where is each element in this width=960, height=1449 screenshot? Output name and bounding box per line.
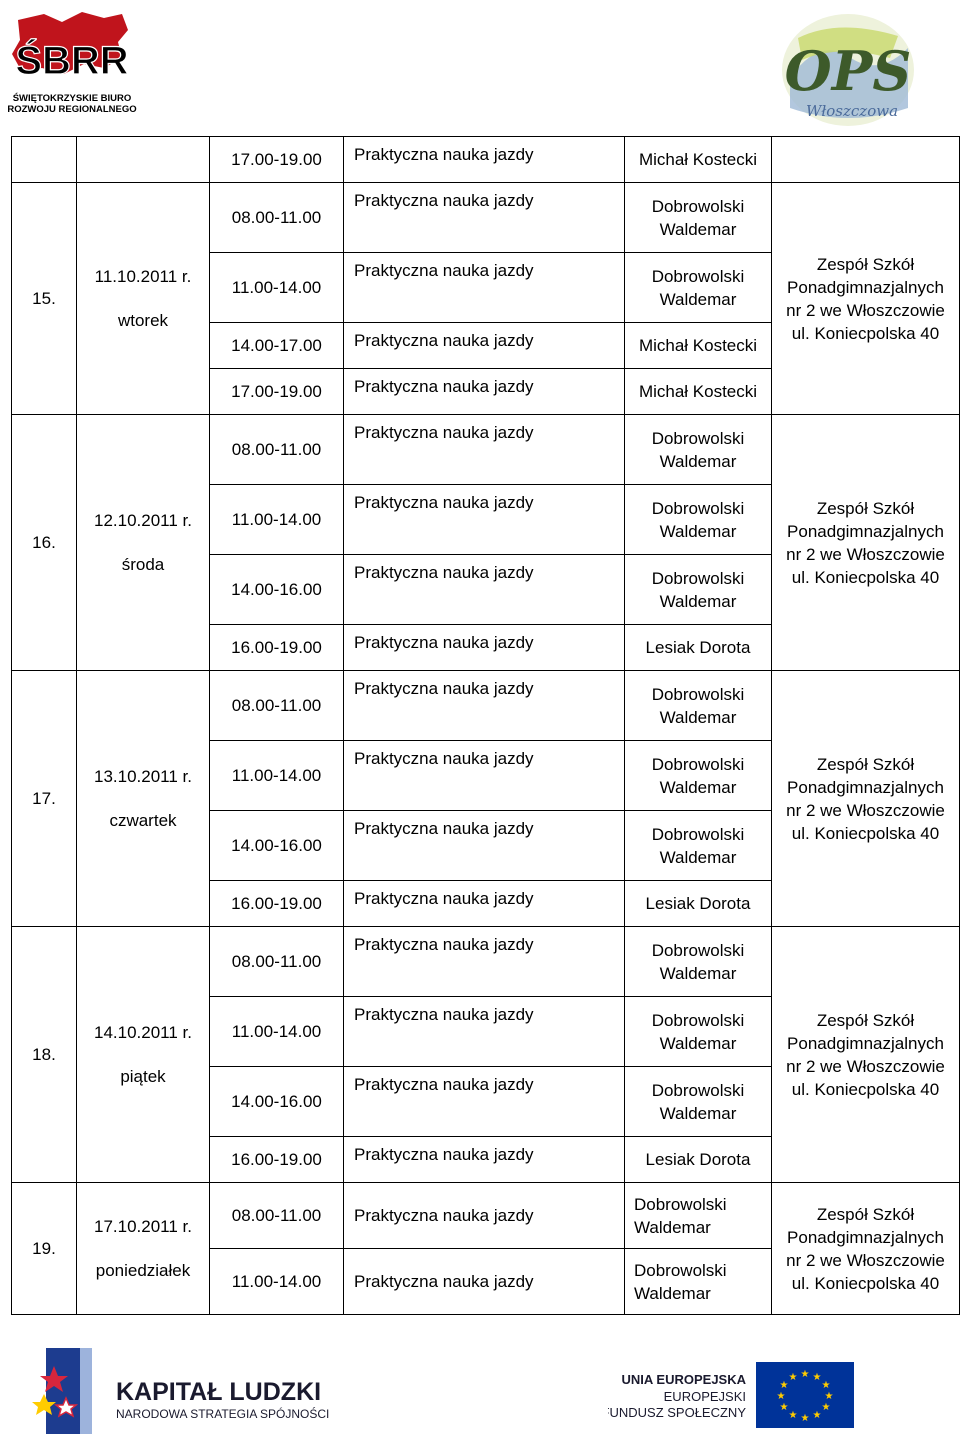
date-cell xyxy=(77,183,210,415)
instructor-cell xyxy=(625,1183,772,1249)
instructor-cell xyxy=(625,671,772,741)
svg-text:★: ★ xyxy=(812,1372,822,1383)
instructor-cell xyxy=(625,741,772,811)
instructor-cell xyxy=(625,927,772,997)
topic-cell: Praktyczna nauka jazdy xyxy=(344,253,625,323)
no-cell xyxy=(12,137,77,183)
place-cell xyxy=(772,671,960,927)
instructor-surname: Dobrowolski xyxy=(651,940,745,960)
time-cell: 08.00-11.00 xyxy=(210,415,344,485)
day-number: 17. xyxy=(12,671,77,927)
instructor-firstname: Waldemar xyxy=(659,591,737,611)
topic-cell: Praktyczna nauka jazdy xyxy=(344,1183,625,1249)
topic-cell: Praktyczna nauka jazdy xyxy=(344,323,625,369)
instructor-surname: Dobrowolski xyxy=(651,196,745,216)
instructor-firstname: Waldemar xyxy=(659,1103,737,1123)
instructor-firstname: Waldemar xyxy=(659,847,737,867)
date: 14.10.2011 r. xyxy=(94,1022,192,1042)
weekday: poniedziałek xyxy=(95,1260,191,1280)
instructor-cell: Lesiak Dorota xyxy=(625,625,772,671)
place-line3: nr 2 we Włoszczowie xyxy=(786,800,945,820)
table-row xyxy=(12,415,960,485)
place-line4: ul. Koniecpolska 40 xyxy=(791,1273,940,1293)
place-cell xyxy=(772,137,960,183)
instructor-cell: Lesiak Dorota xyxy=(625,1137,772,1183)
instructor-surname: Dobrowolski xyxy=(634,1194,727,1214)
time-cell: 17.00-19.00 xyxy=(210,137,344,183)
time-cell: 11.00-14.00 xyxy=(210,1249,344,1315)
place-line2: Ponadgimnazjalnych xyxy=(787,1033,944,1053)
place-line1: Zespół Szkół xyxy=(816,254,915,274)
time-cell: 14.00-16.00 xyxy=(210,811,344,881)
time-cell: 16.00-19.00 xyxy=(210,881,344,927)
instructor-surname: Dobrowolski xyxy=(651,266,745,286)
eu-line3: FUNDUSZ SPOŁECZNY xyxy=(608,1405,746,1420)
time-cell: 08.00-11.00 xyxy=(210,927,344,997)
instructor-firstname: Waldemar xyxy=(659,777,737,797)
instructor-cell xyxy=(625,1249,772,1315)
schedule-table xyxy=(11,136,960,1315)
topic-cell: Praktyczna nauka jazdy xyxy=(344,625,625,671)
time-cell: 11.00-14.00 xyxy=(210,741,344,811)
place-line2: Ponadgimnazjalnych xyxy=(787,277,944,297)
svg-text:★: ★ xyxy=(824,1391,834,1402)
instructor-surname: Dobrowolski xyxy=(651,1080,745,1100)
instructor-firstname: Waldemar xyxy=(659,1033,737,1053)
place-line3: nr 2 we Włoszczowie xyxy=(786,300,945,320)
topic-cell: Praktyczna nauka jazdy xyxy=(344,811,625,881)
svg-text:★: ★ xyxy=(812,1410,822,1421)
time-cell: 14.00-16.00 xyxy=(210,555,344,625)
place-line3: nr 2 we Włoszczowie xyxy=(786,1250,945,1270)
place-line1: Zespół Szkół xyxy=(816,1010,915,1030)
instructor-cell xyxy=(625,183,772,253)
table-row xyxy=(12,1183,960,1249)
time-cell: 14.00-17.00 xyxy=(210,323,344,369)
date: 17.10.2011 r. xyxy=(94,1216,192,1236)
place-line2: Ponadgimnazjalnych xyxy=(787,777,944,797)
svg-text:★: ★ xyxy=(821,1402,831,1413)
instructor-cell: Michał Kostecki xyxy=(625,369,772,415)
svg-text:★: ★ xyxy=(821,1380,831,1391)
instructor-cell xyxy=(625,415,772,485)
sbrr-acronym: ŚBRR xyxy=(15,39,129,83)
date-cell xyxy=(77,415,210,671)
place-line4: ul. Koniecpolska 40 xyxy=(791,823,940,843)
instructor-firstname: Waldemar xyxy=(659,521,737,541)
table-row xyxy=(12,927,960,997)
time-cell: 11.00-14.00 xyxy=(210,253,344,323)
instructor-surname: Dobrowolski xyxy=(651,498,745,518)
instructor-firstname: Waldemar xyxy=(659,289,737,309)
ops-text: OPS xyxy=(784,39,912,103)
date-cell xyxy=(77,137,210,183)
sbrr-logo xyxy=(4,8,144,116)
place-line4: ul. Koniecpolska 40 xyxy=(791,567,940,587)
place-line4: ul. Koniecpolska 40 xyxy=(791,323,940,343)
eu-line1: UNIA EUROPEJSKA xyxy=(621,1372,746,1387)
topic-cell: Praktyczna nauka jazdy xyxy=(344,183,625,253)
weekday: środa xyxy=(121,554,165,574)
table-row xyxy=(12,671,960,741)
instructor-surname: Dobrowolski xyxy=(651,568,745,588)
instructor-cell xyxy=(625,485,772,555)
time-cell: 17.00-19.00 xyxy=(210,369,344,415)
svg-text:★: ★ xyxy=(788,1372,798,1383)
instructor-cell xyxy=(625,253,772,323)
instructor-firstname: Waldemar xyxy=(659,963,737,983)
weekday: piątek xyxy=(120,1066,166,1086)
date-cell xyxy=(77,671,210,927)
topic-cell: Praktyczna nauka jazdy xyxy=(344,927,625,997)
topic-cell: Praktyczna nauka jazdy xyxy=(344,741,625,811)
svg-text:★: ★ xyxy=(779,1402,789,1413)
kl-subtitle: NARODOWA STRATEGIA SPÓJNOŚCI xyxy=(116,1407,330,1421)
table-row xyxy=(12,183,960,253)
svg-text:★: ★ xyxy=(776,1391,786,1402)
weekday: wtorek xyxy=(117,310,169,330)
ops-logo xyxy=(778,8,918,130)
instructor-surname: Dobrowolski xyxy=(651,754,745,774)
svg-text:★: ★ xyxy=(779,1380,789,1391)
place-line1: Zespół Szkół xyxy=(816,754,915,774)
topic-cell: Praktyczna nauka jazdy xyxy=(344,137,625,183)
topic-cell: Praktyczna nauka jazdy xyxy=(344,485,625,555)
date-cell xyxy=(77,927,210,1183)
instructor-firstname: Waldemar xyxy=(634,1217,711,1237)
place-line3: nr 2 we Włoszczowie xyxy=(786,1056,945,1076)
place-line3: nr 2 we Włoszczowie xyxy=(786,544,945,564)
topic-cell: Praktyczna nauka jazdy xyxy=(344,555,625,625)
instructor-surname: Dobrowolski xyxy=(651,824,745,844)
svg-text:★: ★ xyxy=(800,1413,810,1424)
instructor-cell xyxy=(625,811,772,881)
instructor-cell xyxy=(625,997,772,1067)
topic-cell: Praktyczna nauka jazdy xyxy=(344,1067,625,1137)
instructor-firstname: Waldemar xyxy=(659,451,737,471)
place-cell xyxy=(772,927,960,1183)
sbrr-line2: ROZWOJU REGIONALNEGO xyxy=(7,104,137,115)
instructor-surname: Dobrowolski xyxy=(634,1260,727,1280)
time-cell: 11.00-14.00 xyxy=(210,997,344,1067)
svg-text:★: ★ xyxy=(788,1410,798,1421)
time-cell: 08.00-11.00 xyxy=(210,1183,344,1249)
time-cell: 14.00-16.00 xyxy=(210,1067,344,1137)
place-cell xyxy=(772,183,960,415)
eu-logo xyxy=(608,1360,858,1430)
topic-cell: Praktyczna nauka jazdy xyxy=(344,415,625,485)
date: 13.10.2011 r. xyxy=(94,766,192,786)
place-line4: ul. Koniecpolska 40 xyxy=(791,1079,940,1099)
topic-cell: Praktyczna nauka jazdy xyxy=(344,997,625,1067)
time-cell: 16.00-19.00 xyxy=(210,625,344,671)
instructor-cell: Michał Kostecki xyxy=(625,137,772,183)
topic-cell: Praktyczna nauka jazdy xyxy=(344,881,625,927)
kl-title: KAPITAŁ LUDZKI xyxy=(116,1378,322,1406)
instructor-cell: Lesiak Dorota xyxy=(625,881,772,927)
place-line2: Ponadgimnazjalnych xyxy=(787,1227,944,1247)
topic-cell: Praktyczna nauka jazdy xyxy=(344,1249,625,1315)
time-cell: 08.00-11.00 xyxy=(210,183,344,253)
topic-cell: Praktyczna nauka jazdy xyxy=(344,671,625,741)
day-number: 18. xyxy=(12,927,77,1183)
instructor-surname: Dobrowolski xyxy=(651,684,745,704)
instructor-firstname: Waldemar xyxy=(659,707,737,727)
topic-cell: Praktyczna nauka jazdy xyxy=(344,369,625,415)
sbrr-line1: ŚWIĘTOKRZYSKIE BIURO xyxy=(12,93,132,104)
topic-cell: Praktyczna nauka jazdy xyxy=(344,1137,625,1183)
kapital-ludzki-logo xyxy=(30,1344,340,1440)
time-cell: 08.00-11.00 xyxy=(210,671,344,741)
instructor-firstname: Waldemar xyxy=(634,1283,711,1303)
time-cell: 11.00-14.00 xyxy=(210,485,344,555)
instructor-cell xyxy=(625,555,772,625)
place-cell xyxy=(772,1183,960,1315)
place-cell xyxy=(772,415,960,671)
day-number: 16. xyxy=(12,415,77,671)
date-cell xyxy=(77,1183,210,1315)
time-cell: 16.00-19.00 xyxy=(210,1137,344,1183)
instructor-cell: Michał Kostecki xyxy=(625,323,772,369)
instructor-surname: Dobrowolski xyxy=(651,428,745,448)
ops-subtitle: Włoszczowa xyxy=(805,102,899,120)
eu-line2: EUROPEJSKI xyxy=(663,1389,746,1404)
table-row xyxy=(12,137,960,183)
place-line1: Zespół Szkół xyxy=(816,498,915,518)
day-number: 19. xyxy=(12,1183,77,1315)
date: 11.10.2011 r. xyxy=(94,266,192,286)
date: 12.10.2011 r. xyxy=(94,510,192,530)
place-line2: Ponadgimnazjalnych xyxy=(787,521,944,541)
instructor-firstname: Waldemar xyxy=(659,219,737,239)
svg-text:★: ★ xyxy=(800,1369,810,1380)
instructor-cell xyxy=(625,1067,772,1137)
weekday: czwartek xyxy=(109,810,177,830)
day-number: 15. xyxy=(12,183,77,415)
instructor-surname: Dobrowolski xyxy=(651,1010,745,1030)
place-line1: Zespół Szkół xyxy=(816,1204,915,1224)
